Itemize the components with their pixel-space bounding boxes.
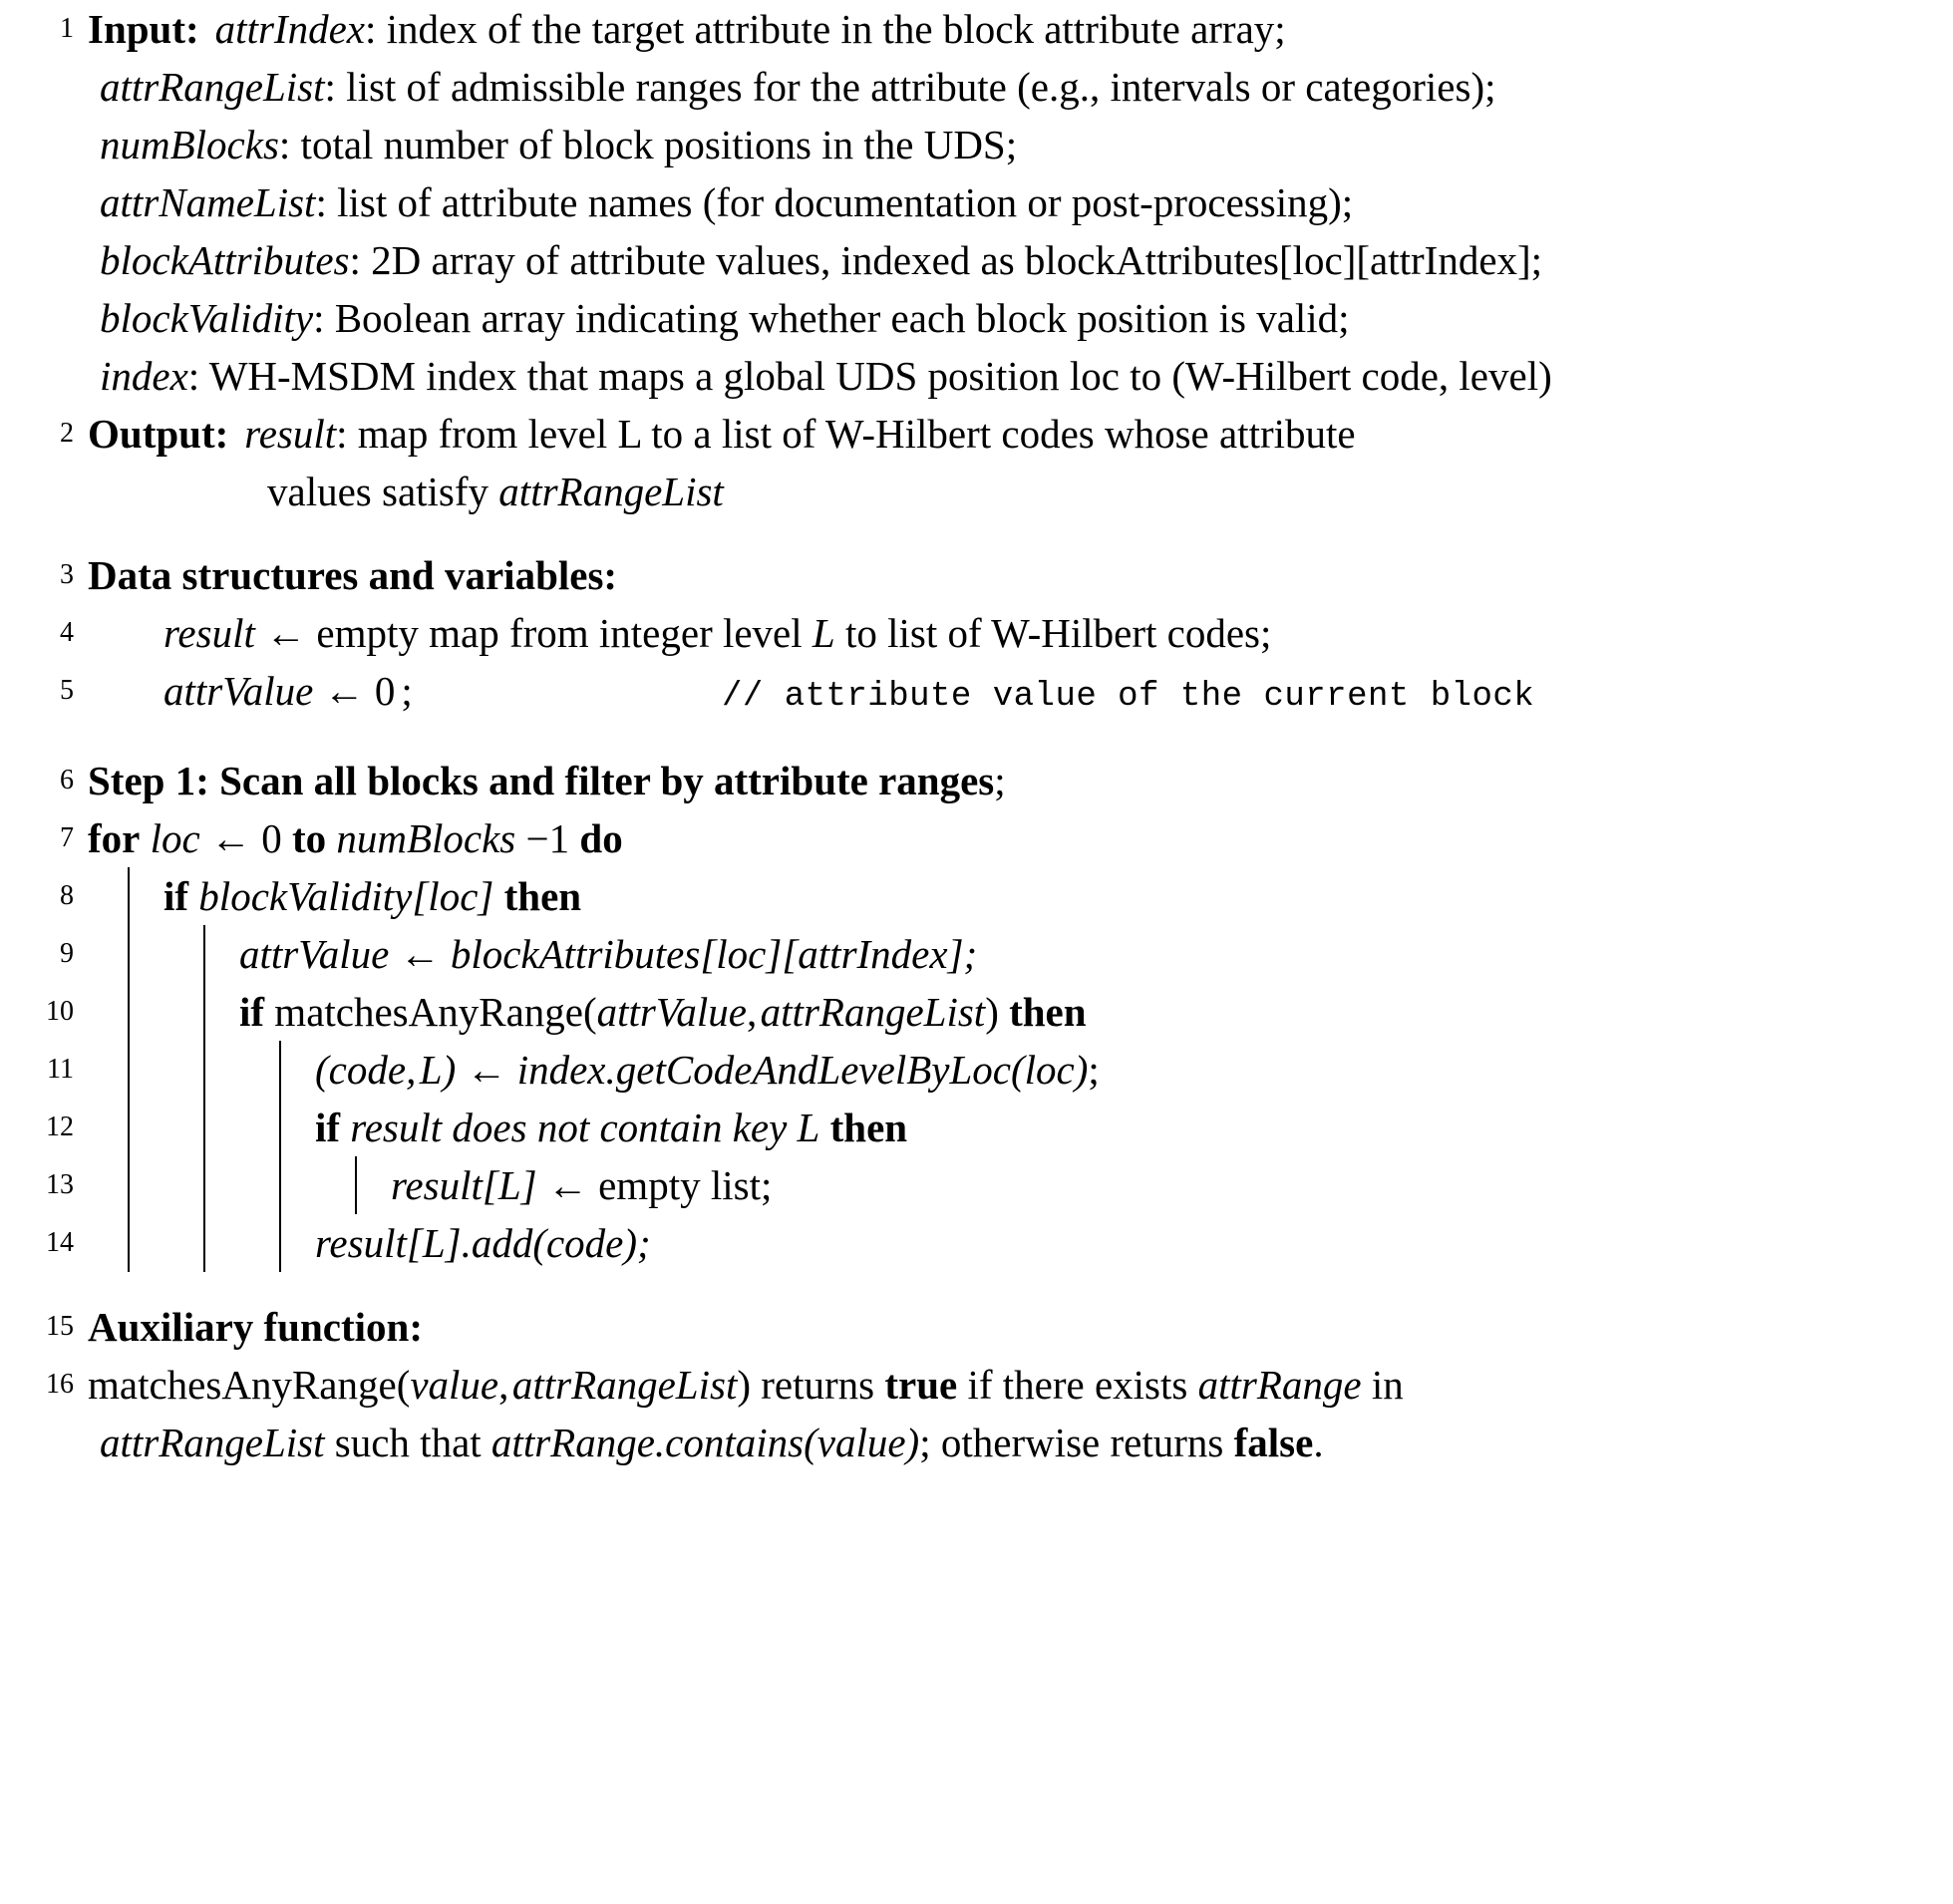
indent-rule-level2 bbox=[203, 1041, 205, 1099]
input-var-index: index bbox=[100, 353, 188, 399]
algorithm-line-11 bbox=[0, 1041, 1953, 1099]
indent-rule-level2 bbox=[203, 1156, 205, 1214]
output-label: Output: bbox=[88, 411, 229, 457]
input-var-attrNameList: attrNameList bbox=[100, 179, 316, 225]
aux-text-e: otherwise returns bbox=[940, 1420, 1224, 1465]
line-body bbox=[88, 1214, 1953, 1272]
line-number: 4 bbox=[60, 617, 74, 648]
indent-rule-level2 bbox=[203, 1214, 205, 1272]
keyword-if: if bbox=[163, 873, 189, 919]
indent-rule-level1 bbox=[128, 983, 130, 1041]
indent-rule-level3 bbox=[279, 1099, 281, 1156]
semicolon: ; bbox=[919, 1420, 931, 1465]
keyword-to: to bbox=[291, 815, 327, 861]
literal-true: true bbox=[884, 1362, 958, 1408]
indent-rule-level2 bbox=[203, 1099, 205, 1156]
line-number: 13 bbox=[46, 1169, 74, 1200]
algorithm-line-step1 bbox=[0, 752, 1953, 809]
semicolon: ; bbox=[401, 668, 413, 714]
input-desc-numBlocks: : total number of block positions in the UDS; bbox=[278, 122, 1018, 167]
indent-rule-level4 bbox=[355, 1156, 357, 1214]
line-body bbox=[88, 1156, 1953, 1214]
input-desc-attrNameList: : list of attribute names (for documentation or post-processing); bbox=[315, 179, 1354, 225]
line-number: 6 bbox=[60, 765, 74, 795]
indent-rule-level3 bbox=[279, 1041, 281, 1099]
expr-blockAttributes-index: blockAttributes[loc][attrIndex]; bbox=[450, 931, 978, 977]
literal-false: false bbox=[1233, 1420, 1314, 1465]
line-number: 9 bbox=[60, 938, 74, 969]
output-var-attrRangeList: attrRangeList bbox=[498, 469, 724, 514]
aux-line2: attrRangeList such that attrRange.contains(value); otherwise returns false. bbox=[100, 1420, 1324, 1465]
cond-result-not-contains: result does not contain key bbox=[350, 1105, 798, 1150]
var-attrValue: attrValue bbox=[239, 931, 390, 977]
fn-matchesAnyRange: matchesAnyRange bbox=[274, 989, 583, 1035]
input-desc-index: : WH-MSDM index that maps a global UDS position loc to (W-Hilbert code, level) bbox=[187, 353, 1552, 399]
algorithm-line-if-blockvalidity bbox=[0, 867, 1953, 925]
input-var-attrRangeList: attrRangeList bbox=[100, 64, 325, 110]
algorithm-line-input bbox=[0, 0, 1953, 405]
line-body bbox=[88, 0, 1953, 405]
input-desc-attrIndex: : index of the target attribute in the block attribute array; bbox=[364, 6, 1286, 52]
input-row-index bbox=[88, 347, 1923, 405]
algorithm-line-13 bbox=[0, 1156, 1953, 1214]
algorithm-line-aux-function bbox=[0, 1298, 1953, 1356]
line-number: 16 bbox=[46, 1369, 74, 1400]
literal-zero: 0 bbox=[374, 668, 396, 714]
algorithm-line-5 bbox=[0, 662, 1953, 726]
inline-comment: // attribute value of the current block bbox=[721, 678, 1535, 716]
line-number: 12 bbox=[46, 1111, 74, 1142]
input-row-blockValidity bbox=[88, 289, 1923, 347]
data-structures-label: Data structures and variables: bbox=[88, 552, 618, 598]
input-row-numBlocks bbox=[88, 116, 1923, 173]
var-code: code bbox=[328, 1047, 407, 1093]
fn-matchesAnyRange: matchesAnyRange bbox=[88, 1362, 397, 1408]
line-body bbox=[88, 867, 1953, 925]
literal-one: 1 bbox=[548, 815, 570, 861]
line-body: if matchesAnyRange(attrValue, attrRangeList) then bbox=[88, 983, 1953, 1041]
algorithm-line-14 bbox=[0, 1214, 1953, 1272]
aux-text-a: returns bbox=[761, 1362, 875, 1408]
keyword-if: if bbox=[239, 989, 265, 1035]
keyword-then: then bbox=[829, 1105, 908, 1150]
keyword-then: then bbox=[503, 873, 582, 919]
keyword-if: if bbox=[315, 1105, 341, 1150]
aux-function-label: Auxiliary function: bbox=[88, 1304, 423, 1350]
input-var-blockValidity: blockValidity bbox=[100, 295, 314, 341]
indent-rule-level1 bbox=[128, 1099, 130, 1156]
line-number: 2 bbox=[60, 418, 74, 449]
indent-rule-level1 bbox=[128, 1156, 130, 1214]
output-desc-line1: : map from level L to a list of W-Hilbert codes whose attribute bbox=[336, 411, 1356, 457]
input-var-blockAttributes: blockAttributes bbox=[100, 237, 350, 283]
line-number: 11 bbox=[47, 1054, 74, 1085]
line-body bbox=[88, 752, 1953, 809]
input-desc-blockAttributes: : 2D array of attribute values, indexed as blockAttributes[loc][attrIndex]; bbox=[349, 237, 1543, 283]
indent-rule-level3 bbox=[279, 1214, 281, 1272]
line-number: 1 bbox=[60, 13, 74, 44]
arg-attrRangeList: attrRangeList bbox=[511, 1362, 738, 1408]
fn-getCodeAndLevelByLoc: index.getCodeAndLevelByLoc bbox=[516, 1047, 1011, 1093]
line-number: 8 bbox=[60, 880, 74, 911]
indent-rule-level1 bbox=[128, 867, 130, 925]
algorithm-line-if-matchesanyrange bbox=[0, 983, 1953, 1041]
indent-rule-level3 bbox=[279, 1156, 281, 1214]
semicolon: ; bbox=[1088, 1047, 1100, 1093]
assign-arrow-icon: ← bbox=[323, 668, 365, 714]
section-spacer bbox=[0, 726, 1953, 752]
line-body bbox=[88, 1298, 1953, 1356]
line-number: 5 bbox=[60, 675, 74, 706]
line-body: matchesAnyRange(value, attrRangeList) returns true if there exists attrRange in attrRangeList such that attrRange.contains(value); otherwise returns false. bbox=[88, 1356, 1953, 1471]
input-var-numBlocks: numBlocks bbox=[100, 122, 279, 167]
output-desc-line2-text: values satisfy bbox=[267, 469, 499, 514]
aux-text-b: if there exists bbox=[967, 1362, 1188, 1408]
input-desc-attrRangeList: : list of admissible ranges for the attribute (e.g., intervals or categories); bbox=[324, 64, 1496, 110]
stmt-result-add: result[L].add(code); bbox=[315, 1220, 651, 1266]
line-body bbox=[88, 604, 1953, 662]
algorithm-line-output bbox=[0, 405, 1953, 520]
algorithm-line-9 bbox=[0, 925, 1953, 983]
line-body: (code, L) ← index.getCodeAndLevelByLoc(loc); bbox=[88, 1041, 1953, 1099]
indent-rule-level2 bbox=[203, 925, 205, 983]
assign-arrow-icon: ← bbox=[265, 610, 307, 656]
indent-rule-level1 bbox=[128, 925, 130, 983]
arg-value: value bbox=[410, 1362, 499, 1408]
semicolon: ; bbox=[994, 758, 1006, 803]
indent-rule-level1 bbox=[128, 1041, 130, 1099]
line-number: 14 bbox=[46, 1227, 74, 1258]
keyword-for: for bbox=[88, 815, 141, 861]
algorithm-line-if-result-contains bbox=[0, 1099, 1953, 1156]
var-attrRangeList: attrRangeList bbox=[100, 1420, 325, 1465]
assign-arrow-icon: ← bbox=[466, 1047, 507, 1093]
assign-arrow-icon: ← bbox=[209, 815, 251, 861]
minus-sign: − bbox=[525, 815, 549, 861]
arg-loc: loc bbox=[1024, 1047, 1075, 1093]
section-spacer bbox=[0, 1272, 1953, 1298]
l4-text-a: empty map from integer level bbox=[316, 610, 813, 656]
step1-label: Step 1: Scan all blocks and filter by attribute ranges bbox=[88, 758, 995, 803]
input-row-attrRangeList bbox=[88, 58, 1923, 116]
aux-text-c: in bbox=[1371, 1362, 1404, 1408]
algorithm-line-data-structures bbox=[0, 546, 1953, 604]
cond-blockValidity: blockValidity[loc] bbox=[198, 873, 494, 919]
algorithm-line-for bbox=[0, 809, 1953, 867]
aux-text-d: such that bbox=[334, 1420, 482, 1465]
output-desc-line2 bbox=[88, 463, 1923, 520]
indent-rule-level1 bbox=[128, 1214, 130, 1272]
line-number: 15 bbox=[46, 1311, 74, 1342]
output-var-result: result bbox=[244, 411, 337, 457]
literal-zero: 0 bbox=[261, 815, 282, 861]
line-body bbox=[88, 546, 1953, 604]
line-body bbox=[88, 809, 1953, 867]
var-L: L bbox=[497, 1162, 521, 1208]
input-desc-blockValidity: : Boolean array indicating whether each block position is valid; bbox=[313, 295, 1350, 341]
algorithm-line-16 bbox=[0, 1356, 1953, 1471]
var-numBlocks: numBlocks bbox=[336, 815, 516, 861]
keyword-then: then bbox=[1009, 989, 1087, 1035]
arg-attrValue: attrValue bbox=[596, 989, 747, 1035]
line-body bbox=[88, 1099, 1953, 1156]
assign-arrow-icon: ← bbox=[546, 1162, 588, 1208]
line-number: 10 bbox=[46, 996, 74, 1027]
line-number: 3 bbox=[60, 559, 74, 590]
l4-text-b: to list of W-Hilbert codes; bbox=[834, 610, 1272, 656]
var-L: L bbox=[419, 1047, 443, 1093]
lvalue-result-L: result[L] bbox=[391, 1162, 537, 1208]
expr-attrRange-contains: attrRange.contains(value) bbox=[490, 1420, 920, 1465]
arg-attrRangeList: attrRangeList bbox=[760, 989, 986, 1035]
l13-text: empty list; bbox=[598, 1162, 773, 1208]
var-L: L bbox=[797, 1105, 820, 1150]
input-label: Input: bbox=[88, 6, 199, 52]
line-body bbox=[88, 405, 1953, 520]
input-var-attrIndex: attrIndex bbox=[214, 6, 365, 52]
indent-rule-level2 bbox=[203, 983, 205, 1041]
keyword-do: do bbox=[579, 815, 623, 861]
var-L: L bbox=[812, 610, 835, 656]
input-row-blockAttributes bbox=[88, 231, 1923, 289]
section-spacer bbox=[0, 520, 1953, 546]
algorithm-line-4 bbox=[0, 604, 1953, 662]
var-result: result bbox=[163, 610, 255, 656]
line-body bbox=[88, 925, 1953, 983]
var-attrRange: attrRange bbox=[1197, 1362, 1362, 1408]
line-body bbox=[88, 662, 1953, 726]
var-loc: loc bbox=[150, 815, 200, 861]
line-number: 7 bbox=[60, 822, 74, 853]
var-attrValue: attrValue bbox=[163, 668, 314, 714]
input-row-attrNameList bbox=[88, 173, 1923, 231]
assign-arrow-icon: ← bbox=[399, 931, 441, 977]
